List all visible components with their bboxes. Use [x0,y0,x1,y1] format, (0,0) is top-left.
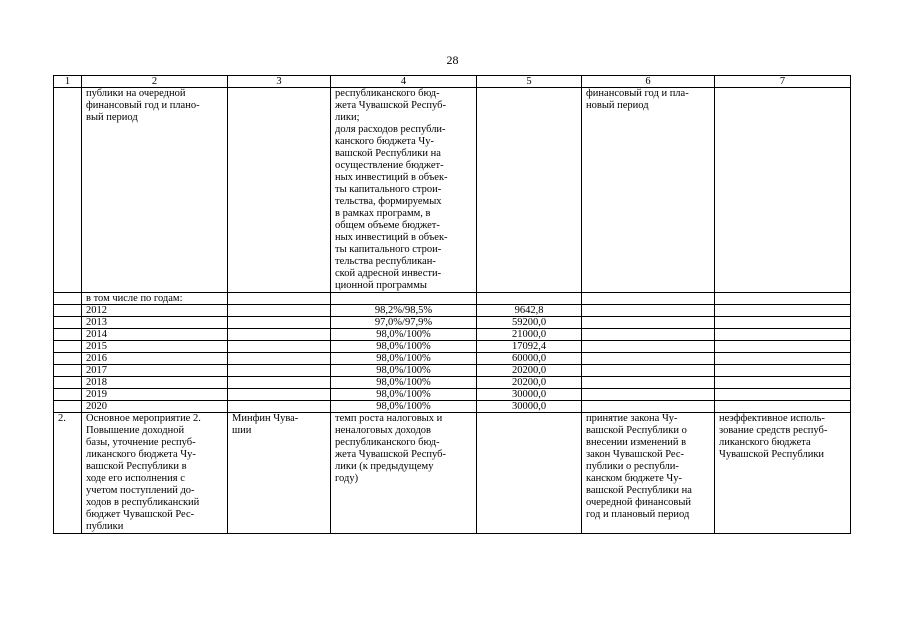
table-cell [715,377,851,389]
year-cell: 2018 [82,377,228,389]
main-event-2-row [54,413,851,534]
table-cell [582,293,715,305]
table-cell [477,413,582,534]
amount-cell: 17092,4 [477,341,582,353]
table-cell [715,341,851,353]
table-cell [582,353,715,365]
year-cell: 2020 [82,401,228,413]
indicator-value-cell: 98,0%/100% [331,341,477,353]
table-cell [228,329,331,341]
table-cell [228,401,331,413]
year-cell: 2016 [82,353,228,365]
indicator-value-cell: 98,2%/98,5% [331,305,477,317]
table-cell [54,365,82,377]
column-header: 3 [228,76,331,88]
year-row [54,401,851,413]
table-cell [228,353,331,365]
amount-cell: 9642,8 [477,305,582,317]
table-cell [228,389,331,401]
table-cell [715,401,851,413]
table-cell [228,377,331,389]
table-cell [228,317,331,329]
table-cell [582,305,715,317]
indicator-value-cell: 98,0%/100% [331,353,477,365]
year-row [54,389,851,401]
table-cell [582,401,715,413]
table-cell [715,88,851,293]
table-cell [582,377,715,389]
table-cell [331,293,477,305]
event-description-cell: публики на очередной финансовый год и плано- вый период [82,88,228,293]
table-body [54,76,851,534]
indicator-cell: темп роста налоговых и неналоговых доходов республиканского бюд- жета Чувашской Респуб- лики (к предыдущему году) [331,413,477,534]
column-header: 1 [54,76,82,88]
amount-cell: 60000,0 [477,353,582,365]
table-cell [715,365,851,377]
table-cell [54,329,82,341]
years-label: в том числе по годам: [82,293,228,305]
year-row [54,305,851,317]
table-cell [54,293,82,305]
year-cell: 2015 [82,341,228,353]
table-cell [582,329,715,341]
year-row [54,377,851,389]
table-cell [228,365,331,377]
event-description-cell: Основное мероприятие 2. Повышение доходной базы, уточнение респуб- ликанского бюджета Чу- вашской Республики в ходе его исполнения с учетом поступлений до- ходов в республиканский бюджет Чувашской Рес- публики [82,413,228,534]
amount-cell: 30000,0 [477,401,582,413]
document-table [53,75,851,534]
table-cell [477,88,582,293]
table-cell [582,317,715,329]
amount-cell: 59200,0 [477,317,582,329]
table-cell [582,341,715,353]
table-cell [582,389,715,401]
column-header: 6 [582,76,715,88]
year-cell: 2012 [82,305,228,317]
table-cell [715,305,851,317]
column-header: 4 [331,76,477,88]
years-label-row [54,293,851,305]
year-row [54,329,851,341]
table-cell [54,317,82,329]
year-cell: 2017 [82,365,228,377]
table-cell [715,317,851,329]
table-cell [228,88,331,293]
year-row [54,353,851,365]
result-cell: принятие закона Чу- вашской Республики о внесении изменений в закон Чувашской Рес- публики о республи- канском бюджете Чу- вашской Республики на очередной финансовый год и плановый период [582,413,715,534]
indicator-value-cell: 98,0%/100% [331,401,477,413]
page-number: 28 [446,53,459,67]
amount-cell: 20200,0 [477,365,582,377]
table-cell [54,341,82,353]
amount-cell: 21000,0 [477,329,582,341]
responsible-executor-cell: Минфин Чува- шии [228,413,331,534]
table-cell [228,305,331,317]
amount-cell: 20200,0 [477,377,582,389]
table-cell [715,389,851,401]
amount-cell: 30000,0 [477,389,582,401]
column-header: 7 [715,76,851,88]
year-cell: 2014 [82,329,228,341]
table-cell [54,88,82,293]
table-cell [54,377,82,389]
column-header: 2 [82,76,228,88]
table-cell [228,293,331,305]
indicator-value-cell: 97,0%/97,9% [331,317,477,329]
table-cell [54,389,82,401]
year-row [54,341,851,353]
continued-row [54,88,851,293]
table-cell [715,353,851,365]
result-cell: финансовый год и пла- новый период [582,88,715,293]
table-cell [715,293,851,305]
indicator-value-cell: 98,0%/100% [331,389,477,401]
year-cell: 2019 [82,389,228,401]
table-cell [54,401,82,413]
table-cell [54,305,82,317]
indicator-cell: республиканского бюд- жета Чувашской Респуб- лики; доля расходов республи- канского бюджета Чу- вашской Республики на осуществление бюджет- ных инвестиций в объек- ты капитального строи- тельства, формируемых в рамках программ, в общем объеме бюджет- ных инвестиций в объек- ты капитального строи- тельства республикан- ской адресной инвести- ционной программы [331,88,477,293]
column-number-row [54,76,851,88]
year-row [54,317,851,329]
table-cell [228,341,331,353]
indicator-value-cell: 98,0%/100% [331,329,477,341]
row-number: 2. [54,413,82,534]
risk-cell: неэффективное исполь- зование средств респуб- ликанского бюджета Чувашской Республики [715,413,851,534]
indicator-value-cell: 98,0%/100% [331,365,477,377]
year-cell: 2013 [82,317,228,329]
table-cell [715,329,851,341]
table-cell [477,293,582,305]
indicator-value-cell: 98,0%/100% [331,377,477,389]
table-cell [582,365,715,377]
column-header: 5 [477,76,582,88]
year-row [54,365,851,377]
table-cell [54,353,82,365]
